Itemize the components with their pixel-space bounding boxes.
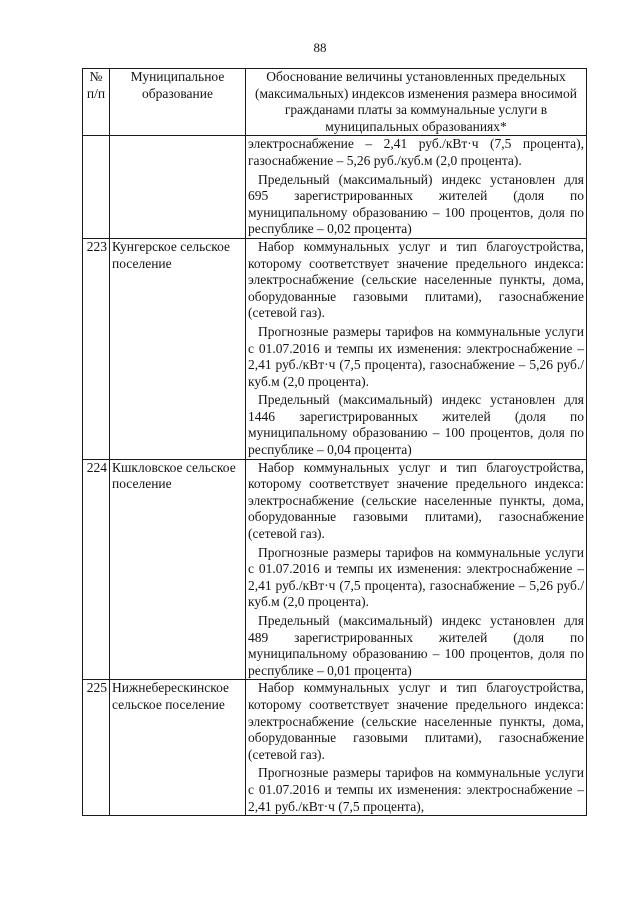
justification-paragraph: Набор коммунальных услуг и тип благоустройства, которому соответствует значение предельного индекса: электроснабжение (сельские населенные пункты, дома, оборудованные газовыми плитами), газоснабжение (сетевой газ). (248, 459, 584, 542)
table-row (83, 136, 587, 239)
header-municipality: Муниципальное образование (110, 69, 246, 136)
justification-paragraph: электроснабжение – 2,41 руб./кВт·ч (7,5 процента), газоснабжение – 5,26 руб./куб.м (2,0 процента). (248, 136, 584, 168)
row-justification (246, 238, 587, 459)
row-municipality (110, 136, 246, 239)
row-number (83, 136, 110, 239)
justification-paragraph: Предельный (максимальный) индекс установлен для 1446 зарегистрированных жителей (доля по муниципальному образованию – 100 процентов, доля по республике – 0,04 процента) (248, 392, 584, 458)
justification-paragraph: Набор коммунальных услуг и тип благоустройства, которому соответствует значение предельного индекса: электроснабжение (сельские населенные пункты, дома, оборудованные газовыми плитами), газоснабжение (сетевой газ). (248, 238, 584, 321)
row-municipality: Нижнеберескинское сельское поселение (110, 680, 246, 816)
tariff-index-table (82, 68, 587, 816)
row-justification (246, 136, 587, 239)
page-number: 88 (313, 40, 327, 55)
justification-paragraph: Прогнозные размеры тарифов на коммунальные услуги с 01.07.2016 и темпы их изменения: электроснабжение – 2,41 руб./кВт·ч (7,5 процента), газоснабжение – 5,26 руб./куб.м (2,0 процента). (248, 323, 584, 389)
header-number: № п/п (83, 69, 110, 136)
justification-paragraph: Предельный (максимальный) индекс установлен для 489 зарегистрированных жителей (доля по муниципальному образованию – 100 процентов, доля по республике – 0,01 процента) (248, 613, 584, 678)
justification-paragraph: Набор коммунальных услуг и тип благоустройства, которому соответствует значение предельного индекса: электроснабжение (сельские населенные пункты, дома, оборудованные газовыми плитами), газоснабжение (сетевой газ). (248, 680, 584, 762)
justification-paragraph: Прогнозные размеры тарифов на коммунальные услуги с 01.07.2016 и темпы их изменения: электроснабжение – 2,41 руб./кВт·ч (7,5 процента), газоснабжение – 5,26 руб./куб.м (2,0 процента). (248, 544, 584, 610)
row-justification (246, 680, 587, 816)
table-row (83, 238, 587, 459)
row-municipality: Кунгерское сельское поселение (110, 238, 246, 459)
table-row (83, 680, 587, 816)
row-municipality: Кшкловское сельское поселение (110, 459, 246, 680)
row-justification (246, 459, 587, 680)
header-justification: Обоснование величины установленных предельных (максимальных) индексов изменения размера вносимой гражданами платы за коммунальные услуги в муниципальных образованиях* (246, 69, 587, 136)
justification-paragraph: Прогнозные размеры тарифов на коммунальные услуги с 01.07.2016 и темпы их изменения: электроснабжение – 2,41 руб./кВт·ч (7,5 процента), (248, 765, 584, 814)
table-header-row (83, 69, 587, 136)
row-number: 225 (83, 680, 110, 816)
justification-paragraph: Предельный (максимальный) индекс установлен для 695 зарегистрированных жителей (доля по муниципальному образованию – 100 процентов, доля по республике – 0,02 процента) (248, 171, 584, 237)
row-number: 223 (83, 238, 110, 459)
row-number: 224 (83, 459, 110, 680)
table-row (83, 459, 587, 680)
